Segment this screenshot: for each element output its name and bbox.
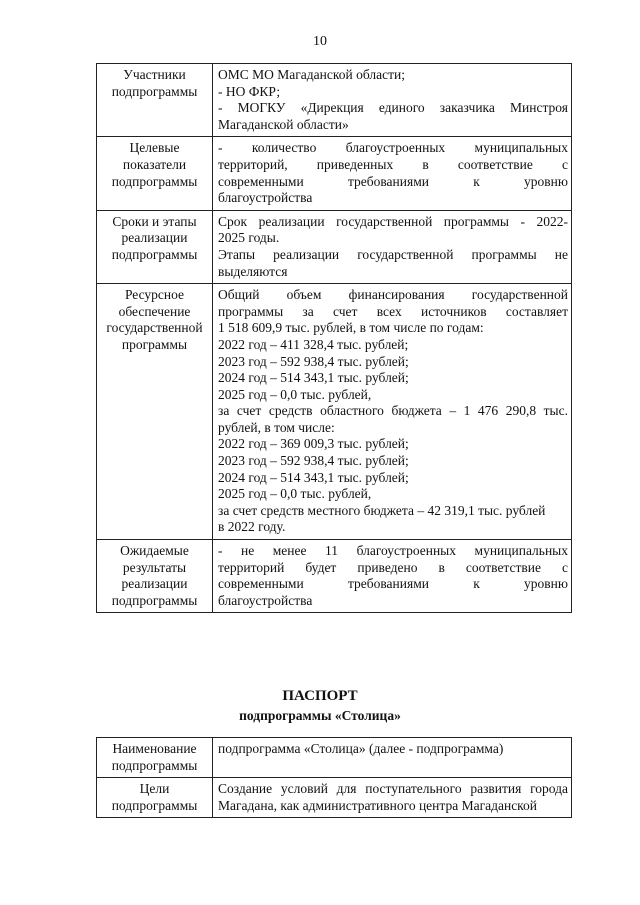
text-line: 2022 год – 411 328,4 тыс. рублей;: [218, 336, 409, 352]
capital-subprogram-passport-table: [96, 737, 572, 818]
text-line: благоустройства: [218, 592, 313, 608]
text-line: за счет средств местного бюджета – 42 319,1 тыс. рублей: [218, 502, 546, 518]
text-line: 2022 год – 369 009,3 тыс. рублей;: [218, 436, 409, 452]
row-label-name: Наименование подпрограммы: [97, 738, 213, 778]
text-line: 2023 год – 592 938,4 тыс. рублей;: [218, 453, 409, 469]
text-line: территорий будет приведено в соответствие с: [218, 559, 568, 575]
passport-subtitle: подпрограммы «Столица»: [239, 708, 401, 723]
text-line: Создание условий для поступательного развития города: [218, 781, 568, 797]
text-line: современными требованиями к уровню: [218, 576, 568, 592]
row-content-resource-provision: [213, 284, 572, 540]
row-label-participants: Участники подпрограммы: [97, 64, 213, 137]
row-content-participants: [213, 64, 572, 137]
row-label-target-indicators: Целевые показатели подпрограммы: [97, 137, 213, 210]
table-row: [97, 738, 572, 778]
table-row: [97, 210, 572, 283]
text-line: ОМС МО Магаданской области;: [218, 67, 405, 82]
text-line: - не менее 11 благоустроенных муниципальных: [218, 543, 568, 559]
text-line: - количество благоустроенных муниципальных: [218, 140, 568, 156]
row-content-goals: [213, 778, 572, 818]
text-line: программы за счет всех источников составляет: [218, 303, 568, 319]
text-line: подпрограмма «Столица» (далее - подпрограмма): [218, 741, 504, 756]
text-line: рублей, в том числе:: [218, 419, 335, 435]
row-label-expected-results: Ожидаемые результаты реализации подпрограммы: [97, 540, 213, 613]
text-line: Этапы реализации государственной программы не: [218, 246, 568, 262]
table-row: [97, 540, 572, 613]
text-line: 2025 год – 0,0 тыс. рублей,: [218, 486, 372, 502]
text-line: 2025 год – 0,0 тыс. рублей,: [218, 386, 372, 402]
text-line: - МОГКУ «Дирекция единого заказчика Минстроя: [218, 100, 568, 116]
text-line: современными требованиями к уровню: [218, 173, 568, 189]
text-line: Общий объем финансирования государственной: [218, 287, 568, 303]
table-row: [97, 778, 572, 818]
passport-title: ПАСПОРТ: [282, 688, 358, 704]
text-line: 2024 год – 514 343,1 тыс. рублей;: [218, 469, 409, 485]
text-line: Магаданской области»: [218, 116, 349, 132]
text-line: благоустройства: [218, 190, 313, 206]
row-label-terms-stages: Сроки и этапы реализации подпрограммы: [97, 210, 213, 283]
row-label-resource-provision: Ресурсное обеспечение государственной программы: [97, 284, 213, 540]
row-content-target-indicators: [213, 137, 572, 210]
row-content-name: [213, 738, 572, 778]
table-row: [97, 284, 572, 540]
table-row: [97, 64, 572, 137]
text-line: - НО ФКР;: [218, 83, 281, 99]
text-line: Магадана, как административного центра Магаданской: [218, 797, 538, 813]
text-line: за счет средств областного бюджета – 1 476 290,8 тыс.: [218, 403, 568, 419]
table-row: [97, 137, 572, 210]
row-content-terms-stages: [213, 210, 572, 283]
text-line: 2023 год – 592 938,4 тыс. рублей;: [218, 353, 409, 369]
text-line: Срок реализации государственной программы - 2022-: [218, 213, 568, 229]
text-line: 1 518 609,9 тыс. рублей, в том числе по годам:: [218, 320, 484, 336]
text-line: выделяются: [218, 263, 288, 279]
row-content-expected-results: [213, 540, 572, 613]
row-label-goals: Цели подпрограммы: [97, 778, 213, 818]
text-line: в 2022 году.: [218, 519, 286, 535]
text-line: 2024 год – 514 343,1 тыс. рублей;: [218, 370, 409, 386]
page-number: 10: [313, 34, 327, 49]
text-line: 2025 годы.: [218, 230, 280, 246]
subprogram-passport-table-continued: [96, 63, 572, 613]
text-line: территорий, приведенных в соответствие с: [218, 156, 568, 172]
